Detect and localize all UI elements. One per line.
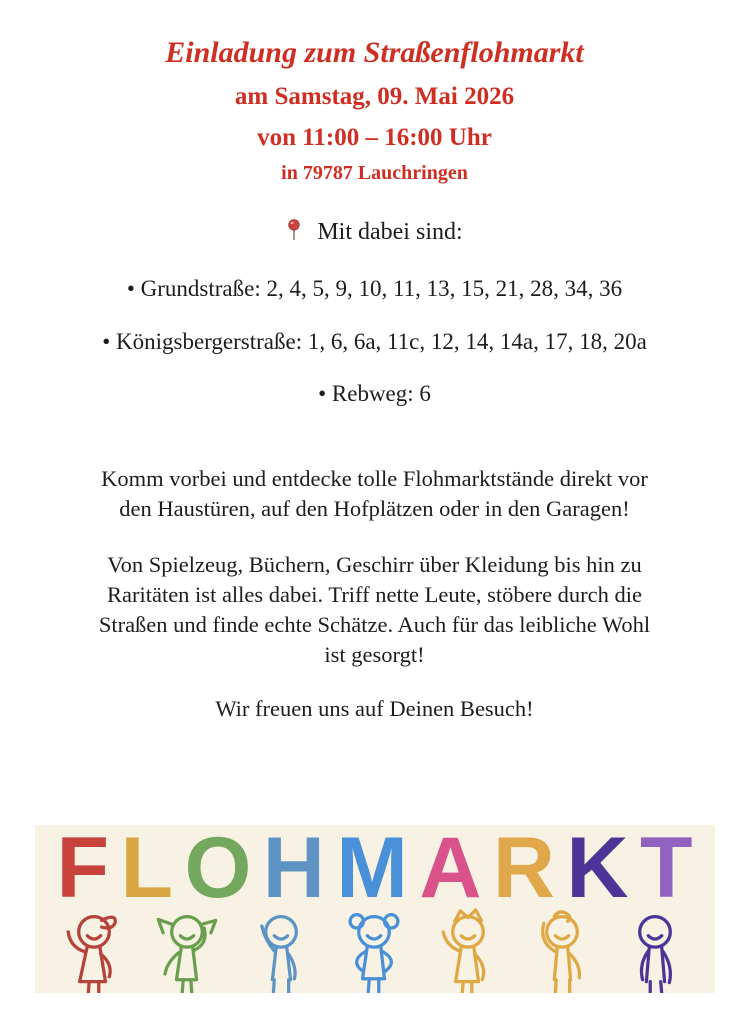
street-item-label: Grundstraße: 2, 4, 5, 9, 10, 11, 13, 15, 21, 28, 34, 36 xyxy=(140,276,623,302)
closing-line: Wir freuen uns auf Deinen Besuch! xyxy=(215,696,534,722)
banner-letter: K xyxy=(566,825,629,917)
description-section xyxy=(0,464,749,724)
child-with-cap-figure xyxy=(57,907,131,993)
child-with-pigtails-figure xyxy=(150,907,224,993)
banner-letter: R xyxy=(492,825,555,917)
flohmarkt-wordmark xyxy=(35,825,715,917)
child-with-curl-figure xyxy=(525,907,599,993)
street-item-label: Rebweg: 6 xyxy=(331,381,431,407)
street-item-rebweg xyxy=(0,380,749,408)
child-waving-figure xyxy=(244,907,318,993)
child-with-buns-figure xyxy=(337,907,411,993)
street-item-label: Königsbergerstraße: 1, 6, 6a, 11c, 12, 14, 14a, 17, 18, 20a xyxy=(116,328,647,354)
street-list xyxy=(0,275,749,408)
flyer-header xyxy=(0,36,749,185)
banner-letter: A xyxy=(419,825,482,917)
banner-letter: T xyxy=(639,825,693,917)
details-paragraph: Von Spielzeug, Büchern, Geschirr über Kleidung bis hin zu Raritäten ist alles dabei. Triff nette Leute, stöbere durch die Straßen und finde echte Schätze. Auch für das leibliche Wohl ist gesorgt! xyxy=(98,552,651,668)
banner-letter: F xyxy=(56,825,110,917)
intro-paragraph: Komm vorbei und entdecke tolle Flohmarktstände direkt vor den Haustüren, auf den Hofplätzen oder in den Garagen! xyxy=(101,466,648,522)
participants-heading-label: Mit dabei sind: xyxy=(317,218,463,245)
street-item-grundstrasse xyxy=(0,275,749,303)
location-line: in 79787 Lauchringen xyxy=(281,161,468,184)
children-figures-row xyxy=(35,907,715,993)
banner-letter: H xyxy=(262,825,325,917)
child-standing-figure xyxy=(618,907,692,993)
flohmarkt-banner xyxy=(35,825,715,993)
flyer-title: Einladung zum Straßenflohmarkt xyxy=(165,36,584,69)
time-line: von 11:00 – 16:00 Uhr xyxy=(257,123,492,151)
banner-letter: O xyxy=(184,825,252,917)
participants-heading xyxy=(0,218,749,247)
child-with-spiky-hair-figure xyxy=(431,907,505,993)
banner-letter: M xyxy=(336,825,408,917)
street-item-koenigsbergerstrasse xyxy=(0,328,749,356)
participants-section xyxy=(0,218,749,409)
banner-letter: L xyxy=(120,825,174,917)
pushpin-icon xyxy=(286,218,302,243)
date-line: am Samstag, 09. Mai 2026 xyxy=(234,82,515,110)
